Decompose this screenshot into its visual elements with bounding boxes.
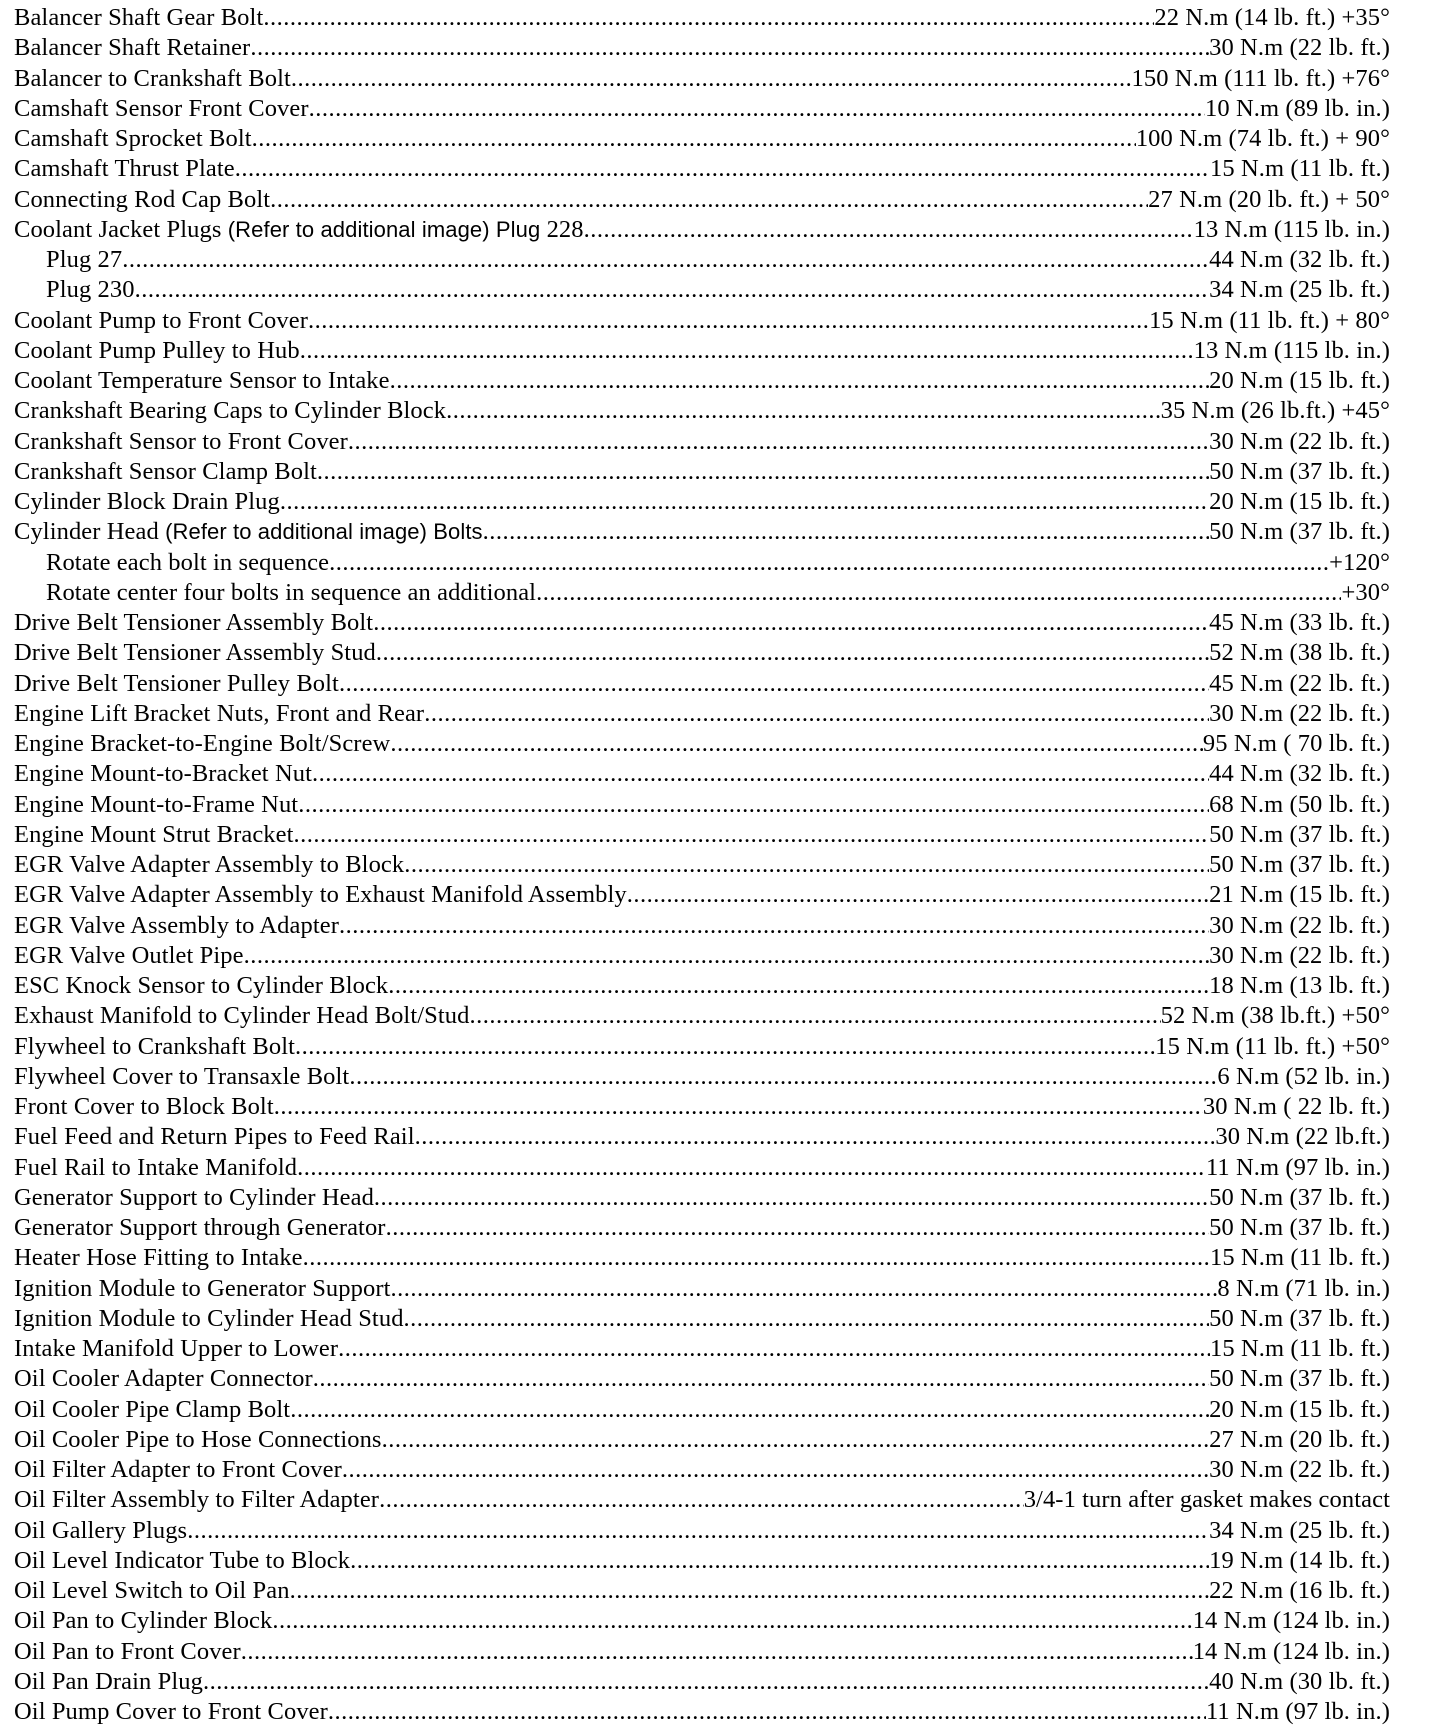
spec-label-text: Front Cover to Block Bolt [14,1093,274,1120]
spec-value: 34 N.m (25 lb. ft.) [1209,276,1390,304]
spec-value: 30 N.m (22 lb. ft.) [1209,911,1390,939]
dot-leader [627,881,1209,909]
spec-value: 6 N.m (52 lb. in.) [1217,1062,1390,1090]
dot-leader [203,1668,1209,1696]
spec-row [14,1577,1390,1607]
spec-label-text: Engine Bracket-to-Engine Bolt/Screw [14,730,391,757]
dot-leader [388,972,1209,1000]
spec-label-note: (Refer to additional image) Bolts [165,519,483,545]
spec-value: 50 N.m (37 lb. ft.) [1209,1365,1390,1393]
dot-leader [250,34,1209,62]
spec-label [14,791,298,819]
spec-row [14,821,1390,851]
spec-label-text: Balancer Shaft Retainer [14,34,251,62]
spec-value: 30 N.m (22 lb. ft.) [1209,941,1390,969]
spec-row [14,670,1390,700]
spec-label-text: Balancer Shaft Gear Bolt [14,4,264,31]
spec-label [14,1607,272,1635]
spec-label [14,1365,313,1393]
dot-leader [272,1607,1192,1635]
spec-label [14,1396,290,1424]
spec-row [14,65,1390,95]
spec-value: 50 N.m (37 lb. ft.) [1209,1183,1390,1211]
spec-label-text: Crankshaft Bearing Caps to Cylinder Block [14,397,447,425]
spec-value: 52 N.m (38 lb. ft.) [1209,639,1390,667]
dot-leader [241,1638,1193,1666]
spec-value: 3/4-1 turn after gasket makes contact [1023,1486,1390,1514]
spec-label-text: Camshaft Sprocket Bolt [14,125,252,152]
spec-row [14,216,1390,246]
spec-label [14,972,388,1000]
spec-value: 50 N.m (37 lb. ft.) [1209,1304,1390,1332]
spec-row [14,488,1390,518]
spec-label [14,1517,187,1545]
spec-value: 44 N.m (32 lb. ft.) [1209,760,1390,788]
spec-row [14,1244,1390,1274]
spec-label [14,639,376,667]
spec-value: 22 N.m (16 lb. ft.) [1209,1577,1390,1604]
spec-label [14,1638,241,1666]
spec-label [14,34,250,62]
spec-row [14,276,1390,306]
dot-leader [390,1275,1217,1303]
dot-leader [291,65,1132,93]
dot-leader [373,609,1209,637]
spec-value: 27 N.m (20 lb. ft.) [1209,1425,1390,1453]
spec-row [14,1033,1390,1063]
spec-label-text: Coolant Pump to Front Cover [14,306,308,334]
spec-value: 100 N.m (74 lb. ft.) + 90° [1135,125,1390,152]
dot-leader [252,125,1136,153]
dot-leader [187,1517,1209,1545]
spec-label [14,1214,386,1242]
spec-row [14,1002,1390,1032]
spec-row [14,458,1390,488]
spec-label [14,428,348,456]
spec-label [14,518,483,546]
spec-label-text: Camshaft Thrust Plate [14,155,235,183]
dot-leader [404,1305,1210,1333]
spec-value: 30 N.m (22 lb. ft.) [1209,1456,1390,1483]
spec-label [14,881,627,909]
spec-row [14,1517,1390,1547]
spec-row [14,1365,1390,1395]
spec-value: 50 N.m (37 lb. ft.) [1209,820,1390,848]
torque-specification-list [14,4,1390,1728]
spec-row [14,1305,1390,1335]
spec-value: 19 N.m (14 lb. ft.) [1209,1546,1390,1574]
spec-label-text: Rotate each bolt in sequence [46,548,330,576]
dot-leader [404,851,1209,879]
dot-leader [312,760,1209,788]
spec-value: 27 N.m (20 lb. ft.) + 50° [1148,185,1390,213]
spec-row [14,1275,1390,1305]
spec-label [14,155,235,183]
spec-row [14,942,1390,972]
spec-value: 45 N.m (33 lb. ft.) [1209,609,1390,636]
spec-row [14,1214,1390,1244]
spec-label-note: (Refer to additional image) Plug [227,216,541,242]
spec-value: 15 N.m (11 lb. ft.) [1210,155,1390,183]
dot-leader [424,700,1209,728]
spec-value: 15 N.m (11 lb. ft.) + 80° [1149,306,1390,334]
spec-row [14,579,1390,609]
spec-value: 11 N.m (97 lb. in.) [1205,1698,1390,1725]
spec-row [14,1335,1390,1365]
spec-label-text: EGR Valve Adapter Assembly to Block [14,851,405,878]
spec-label [14,1002,469,1030]
spec-label [14,95,309,123]
spec-label-text: Balancer to Crankshaft Bolt [14,64,291,92]
spec-value: 15 N.m (11 lb. ft.) +50° [1155,1032,1390,1060]
spec-value: 30 N.m (22 lb. ft.) [1209,699,1390,727]
spec-label [14,458,317,486]
spec-value: 68 N.m (50 lb. ft.) [1209,790,1390,818]
spec-label [14,1698,328,1726]
spec-label-text: Coolant Temperature Sensor to Intake [14,367,390,394]
dot-leader [446,397,1161,425]
dot-leader [469,1002,1160,1030]
dot-leader [584,216,1194,244]
spec-label-text: Flywheel Cover to Transaxle Bolt [14,1062,350,1090]
spec-label-text: Ignition Module to Generator Support [14,1274,391,1302]
dot-leader [390,367,1209,395]
spec-row [14,1668,1390,1698]
spec-label [14,276,135,304]
dot-leader [382,1426,1210,1454]
spec-label-text: Drive Belt Tensioner Pulley Bolt [14,669,339,697]
dot-leader [313,1365,1209,1393]
spec-label-text: Oil Filter Assembly to Filter Adapter [14,1486,380,1514]
spec-row [14,34,1390,64]
spec-label-text: Plug 230 [46,276,135,304]
spec-row [14,760,1390,790]
spec-row [14,337,1390,367]
spec-label [14,821,294,849]
spec-row [14,1123,1390,1153]
spec-label-text: Oil Filter Adapter to Front Cover [14,1456,342,1483]
spec-label [14,609,373,637]
spec-label-text: Oil Cooler Pipe Clamp Bolt [14,1395,291,1423]
spec-row [14,609,1390,639]
dot-leader [280,488,1209,516]
dot-leader [122,246,1209,274]
spec-label-text: Fuel Rail to Intake Manifold [14,1153,298,1181]
dot-leader [309,95,1205,123]
spec-value: 14 N.m (124 lb. in.) [1192,1607,1390,1635]
spec-row [14,397,1390,427]
spec-label [14,851,404,879]
spec-label-text: Oil Gallery Plugs [14,1516,188,1544]
spec-row [14,4,1390,34]
spec-label [14,942,244,970]
spec-label [14,307,308,335]
spec-value: 14 N.m (124 lb. in.) [1192,1637,1390,1665]
spec-label-text: Rotate center four bolts in sequence an additional [46,578,537,606]
spec-label-text: Cylinder Block Drain Plug [14,488,280,515]
spec-label-text: Fuel Feed and Return Pipes to Feed Rail [14,1123,415,1151]
dot-leader [270,186,1148,214]
dot-leader [135,276,1210,304]
spec-value: 44 N.m (32 lb. ft.) [1209,246,1390,273]
spec-label [14,670,339,698]
spec-row [14,95,1390,125]
spec-label-text: Oil Pan Drain Plug [14,1667,203,1695]
spec-label-text: EGR Valve Outlet Pipe [14,941,244,969]
spec-row [14,791,1390,821]
spec-label [14,1244,303,1272]
spec-row [14,1486,1390,1516]
spec-value: 20 N.m (15 lb. ft.) [1209,1395,1390,1423]
dot-leader [235,155,1210,183]
spec-label [14,1335,338,1363]
spec-value: 50 N.m (37 lb. ft.) [1209,1214,1390,1241]
spec-value: 15 N.m (11 lb. ft.) [1210,1335,1390,1362]
spec-label [14,65,291,93]
dot-leader [390,730,1203,758]
spec-label [14,367,390,395]
spec-label [14,1305,404,1333]
dot-leader [295,1033,1155,1061]
spec-label [14,700,424,728]
spec-label [14,760,312,788]
spec-row [14,367,1390,397]
spec-row [14,972,1390,1002]
dot-leader [348,428,1209,456]
spec-label-text: Flywheel to Crankshaft Bolt [14,1032,296,1060]
dot-leader [349,1063,1217,1091]
spec-label-text: Coolant Jacket Plugs [14,215,222,243]
dot-leader [342,1456,1209,1484]
dot-leader [339,912,1209,940]
spec-label-text: Coolant Pump Pulley to Hub [14,336,300,364]
spec-row [14,1093,1390,1123]
spec-label [14,579,536,607]
spec-value: +30° [1341,578,1390,606]
spec-value: 95 N.m ( 70 lb. ft.) [1202,730,1390,757]
spec-value: 20 N.m (15 lb. ft.) [1209,367,1390,394]
spec-label-text: Oil Pan to Front Cover [14,1637,241,1665]
spec-row [14,912,1390,942]
spec-row [14,700,1390,730]
dot-leader [298,791,1209,819]
spec-label-text: Oil Pump Cover to Front Cover [14,1698,328,1725]
dot-leader [329,549,1329,577]
spec-row [14,730,1390,760]
spec-value: 30 N.m (22 lb. ft.) [1209,427,1390,455]
spec-label [14,1456,342,1484]
spec-value: 20 N.m (15 lb. ft.) [1209,488,1390,515]
spec-label [14,912,339,940]
spec-value: 13 N.m (115 lb. in.) [1193,215,1390,243]
spec-value: 22 N.m (14 lb. ft.) +35° [1154,4,1390,31]
spec-row [14,1154,1390,1184]
spec-row [14,1184,1390,1214]
dot-leader [317,458,1209,486]
spec-label-text: Crankshaft Sensor Clamp Bolt [14,457,317,485]
spec-value: 10 N.m (89 lb. in.) [1205,94,1390,122]
spec-row [14,1547,1390,1577]
dot-leader [274,1093,1203,1121]
spec-label [14,1577,290,1605]
spec-label [14,1093,274,1121]
spec-label-text: Drive Belt Tensioner Assembly Bolt [14,609,374,636]
spec-label-text: EGR Valve Assembly to Adapter [14,911,340,939]
spec-row [14,1396,1390,1426]
spec-value: 30 N.m (22 lb.ft.) [1215,1123,1390,1151]
spec-value: 50 N.m (37 lb. ft.) [1209,457,1390,485]
spec-label [14,549,329,577]
spec-row [14,549,1390,579]
dot-leader [339,670,1209,698]
spec-label-text: Generator Support through Generator [14,1214,386,1241]
spec-label-text: Engine Mount-to-Bracket Nut [14,760,312,788]
spec-row [14,246,1390,276]
spec-label [14,1033,295,1061]
spec-label [14,216,584,244]
spec-value: 52 N.m (38 lb.ft.) +50° [1160,1002,1390,1030]
spec-value: 13 N.m (115 lb. in.) [1193,336,1390,364]
dot-leader [300,337,1194,365]
spec-value: 34 N.m (25 lb. ft.) [1209,1516,1390,1544]
spec-row [14,1698,1390,1728]
spec-value: 45 N.m (22 lb. ft.) [1209,669,1390,697]
spec-label [14,1486,379,1514]
spec-label [14,1426,382,1454]
spec-row [14,1607,1390,1637]
spec-label-text: Heater Hose Fitting to Intake [14,1244,303,1272]
spec-label [14,1668,203,1696]
spec-label-suffix: 228 [546,215,584,243]
spec-label [14,1063,349,1091]
spec-row [14,428,1390,458]
dot-leader [350,1547,1209,1575]
dot-leader [338,1335,1210,1363]
dot-leader [379,1486,1024,1514]
spec-label [14,125,252,153]
spec-value: 18 N.m (13 lb. ft.) [1209,972,1390,999]
spec-label [14,246,122,274]
spec-value: 35 N.m (26 lb.ft.) +45° [1160,397,1390,425]
spec-label [14,337,300,365]
spec-row [14,1638,1390,1668]
spec-label-text: Crankshaft Sensor to Front Cover [14,427,348,455]
spec-row [14,186,1390,216]
spec-label-text: Oil Cooler Pipe to Hose Connections [14,1425,382,1453]
spec-row [14,881,1390,911]
spec-value: 30 N.m ( 22 lb. ft.) [1202,1093,1390,1120]
spec-value: 40 N.m (30 lb. ft.) [1209,1667,1390,1695]
spec-row [14,125,1390,155]
spec-label [14,1154,297,1182]
spec-label-text: Intake Manifold Upper to Lower [14,1335,339,1362]
spec-value: +120° [1329,548,1390,576]
dot-leader [244,942,1210,970]
spec-row [14,1063,1390,1093]
dot-leader [328,1698,1206,1726]
spec-label [14,1184,374,1212]
spec-row [14,1456,1390,1486]
spec-label [14,397,446,425]
spec-row [14,639,1390,669]
spec-value: 30 N.m (22 lb. ft.) [1209,34,1390,62]
spec-row [14,307,1390,337]
spec-label [14,730,390,758]
spec-label-text: ESC Knock Sensor to Cylinder Block [14,972,389,999]
spec-label [14,1275,390,1303]
spec-label-text: Cylinder Head [14,518,159,546]
spec-value: 21 N.m (15 lb. ft.) [1209,881,1390,909]
spec-label-text: Oil Cooler Adapter Connector [14,1365,313,1393]
spec-label-text: Oil Level Switch to Oil Pan [14,1577,290,1604]
dot-leader [290,1396,1209,1424]
spec-label-text: Plug 27 [46,246,123,273]
spec-row [14,155,1390,185]
dot-leader [290,1577,1210,1605]
spec-value: 11 N.m (97 lb. in.) [1205,1153,1390,1181]
spec-value: 150 N.m (111 lb. ft.) +76° [1131,64,1390,92]
dot-leader [415,1123,1216,1151]
spec-row [14,1426,1390,1456]
spec-label-text: Engine Lift Bracket Nuts, Front and Rear [14,699,425,727]
spec-value: 50 N.m (37 lb. ft.) [1209,851,1390,878]
spec-value: 15 N.m (11 lb. ft.) [1210,1244,1390,1272]
spec-label-text: Connecting Rod Cap Bolt [14,185,271,213]
dot-leader [376,639,1209,667]
spec-label [14,186,270,214]
spec-label-text: Engine Mount-to-Frame Nut [14,790,299,818]
spec-label [14,1547,350,1575]
spec-row [14,518,1390,548]
dot-leader [297,1154,1206,1182]
spec-label-text: EGR Valve Adapter Assembly to Exhaust Manifold Assembly [14,881,627,909]
spec-label [14,1123,415,1151]
spec-label-text: Generator Support to Cylinder Head [14,1183,374,1211]
spec-label [14,488,280,516]
spec-label-text: Drive Belt Tensioner Assembly Stud [14,639,376,667]
dot-leader [308,307,1149,335]
spec-label-text: Oil Level Indicator Tube to Block [14,1546,351,1574]
spec-label-text: Camshaft Sensor Front Cover [14,94,309,122]
spec-row [14,851,1390,881]
spec-label-text: Ignition Module to Cylinder Head Stud [14,1304,404,1332]
dot-leader [303,1244,1210,1272]
dot-leader [536,579,1341,607]
spec-value: 8 N.m (71 lb. in.) [1217,1274,1390,1302]
dot-leader [294,821,1210,849]
dot-leader [483,518,1209,546]
spec-value: 50 N.m (37 lb. ft.) [1209,518,1390,546]
spec-label-text: Oil Pan to Cylinder Block [14,1607,273,1635]
spec-label-text: Engine Mount Strut Bracket [14,820,294,848]
spec-label [14,4,263,32]
spec-label-text: Exhaust Manifold to Cylinder Head Bolt/Stud [14,1002,470,1030]
dot-leader [386,1214,1210,1242]
dot-leader [263,4,1154,32]
dot-leader [374,1184,1209,1212]
